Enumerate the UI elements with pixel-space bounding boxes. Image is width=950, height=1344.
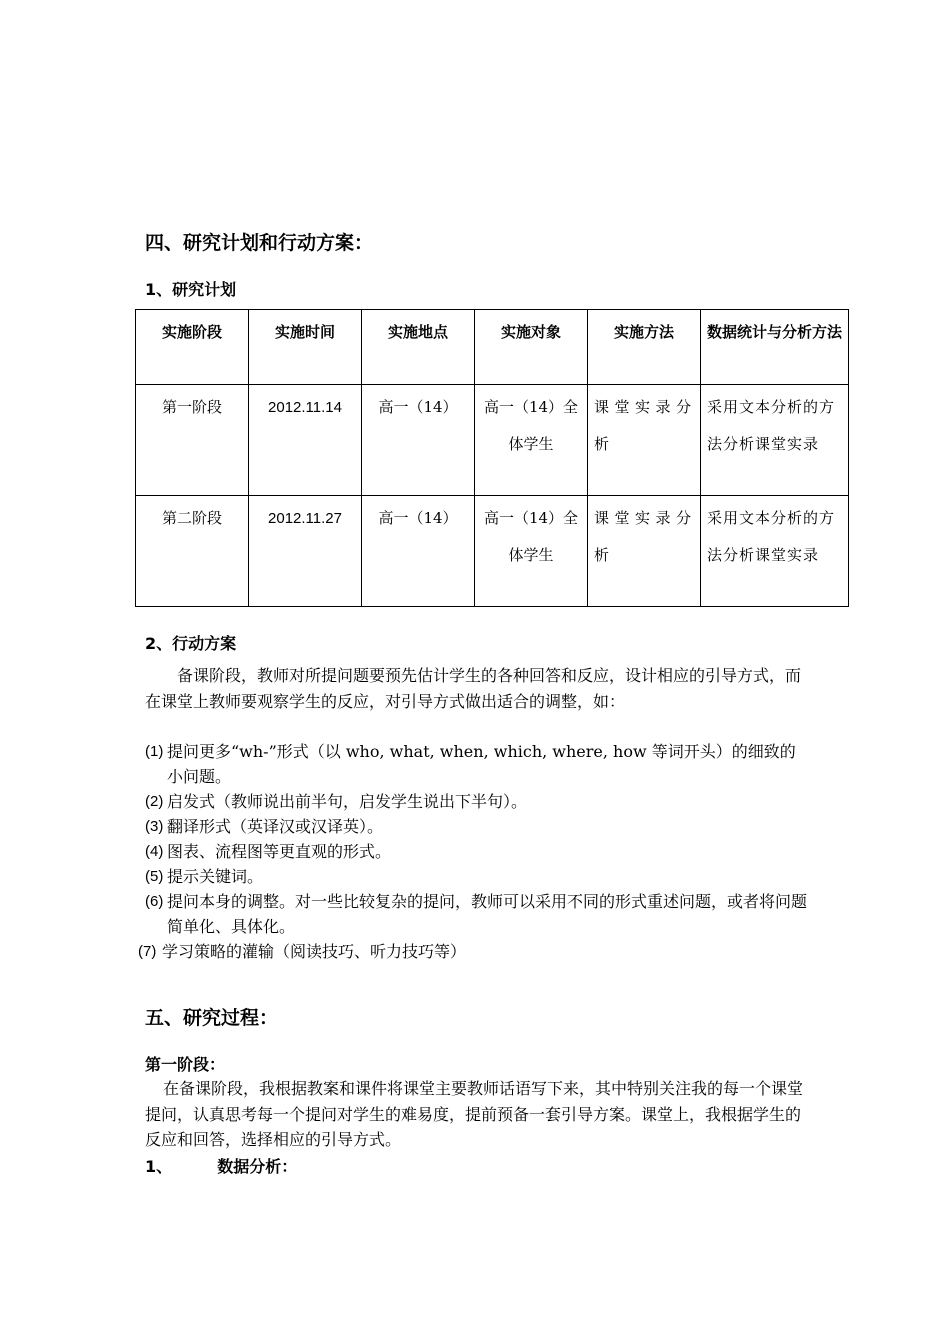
col-header-analysis: 数据统计与分析方法 [701, 310, 849, 385]
list-item-text: 翻译形式（英译汉或汉译英）。 [167, 817, 384, 836]
col-header-method: 实施方法 [588, 310, 701, 385]
cell-method: 课堂实录分析 [588, 496, 701, 607]
cell-method: 课堂实录分析 [588, 385, 701, 496]
research-plan-table [135, 309, 849, 607]
list-item-number: (3) [145, 818, 164, 835]
col-header-location: 实施地点 [362, 310, 475, 385]
list-item-number: (1) [145, 743, 164, 760]
data-analysis-label: 数据分析： [217, 1157, 298, 1176]
section-heading-plan: 四、研究计划和行动方案： [145, 232, 374, 254]
list-item-number: (6) [145, 893, 164, 910]
cell-subject: 高一（14）全体学生 [475, 385, 588, 496]
cell-stage: 第二阶段 [136, 496, 249, 607]
list-item-text: 提问本身的调整。对一些比较复杂的提问，教师可以采用不同的形式重述问题，或者将问题简单化、具体化。 [167, 892, 808, 936]
subheading-action-plan: 2、行动方案 [145, 634, 237, 653]
list-item [145, 839, 810, 864]
subheading-stage-one: 第一阶段： [145, 1055, 226, 1074]
list-item [145, 739, 810, 789]
cell-location: 高一（14） [362, 385, 475, 496]
list-item-text: 提示关键词。 [167, 867, 264, 886]
cell-analysis: 采用文本分析的方法分析课堂实录 [701, 385, 849, 496]
cell-time: 2012.11.27 [249, 496, 362, 607]
list-item [145, 889, 810, 939]
cell-time: 2012.11.14 [249, 385, 362, 496]
list-item-number: (5) [145, 868, 164, 885]
table-header-row [136, 310, 849, 385]
data-analysis-heading [145, 1154, 297, 1177]
list-item [145, 814, 810, 839]
col-header-stage: 实施阶段 [136, 310, 249, 385]
col-header-time: 实施时间 [249, 310, 362, 385]
list-item-text: 提问更多“wh-”形式（以 who, what, when, which, where, how 等词开头）的细致的小问题。 [167, 742, 796, 786]
cell-subject: 高一（14）全体学生 [475, 496, 588, 607]
table-row [136, 496, 849, 607]
table-row [136, 385, 849, 496]
cell-location: 高一（14） [362, 496, 475, 607]
subheading-research-plan: 1、研究计划 [145, 280, 237, 299]
list-item [145, 789, 810, 814]
action-intro-paragraph: 备课阶段，教师对所提问题要预先估计学生的各种回答和反应，设计相应的引导方式，而在课堂上教师要观察学生的反应，对引导方式做出适合的调整，如： [145, 666, 802, 711]
cell-stage: 第一阶段 [136, 385, 249, 496]
list-item-text: 学习策略的灌输（阅读技巧、听力技巧等） [162, 942, 467, 961]
data-analysis-number: 1、 [145, 1157, 173, 1176]
list-item [138, 939, 810, 964]
list-item [145, 864, 810, 889]
list-item-number: (2) [145, 793, 164, 810]
list-item-text: 图表、流程图等更直观的形式。 [167, 842, 392, 861]
cell-analysis: 采用文本分析的方法分析课堂实录 [701, 496, 849, 607]
col-header-subject: 实施对象 [475, 310, 588, 385]
list-item-number: (4) [145, 843, 164, 860]
stage-one-paragraph: 在备课阶段，我根据教案和课件将课堂主要教师话语写下来，其中特别关注我的每一个课堂提问，认真思考每一个提问对学生的难易度，提前预备一套引导方案。课堂上，我根据学生的反应和回答，选择相应的引导方式。 [145, 1079, 804, 1149]
section-heading-process: 五、研究过程： [145, 1007, 279, 1029]
list-item-text: 启发式（教师说出前半句，启发学生说出下半句）。 [167, 792, 528, 811]
list-item-number: (7) [138, 943, 157, 960]
